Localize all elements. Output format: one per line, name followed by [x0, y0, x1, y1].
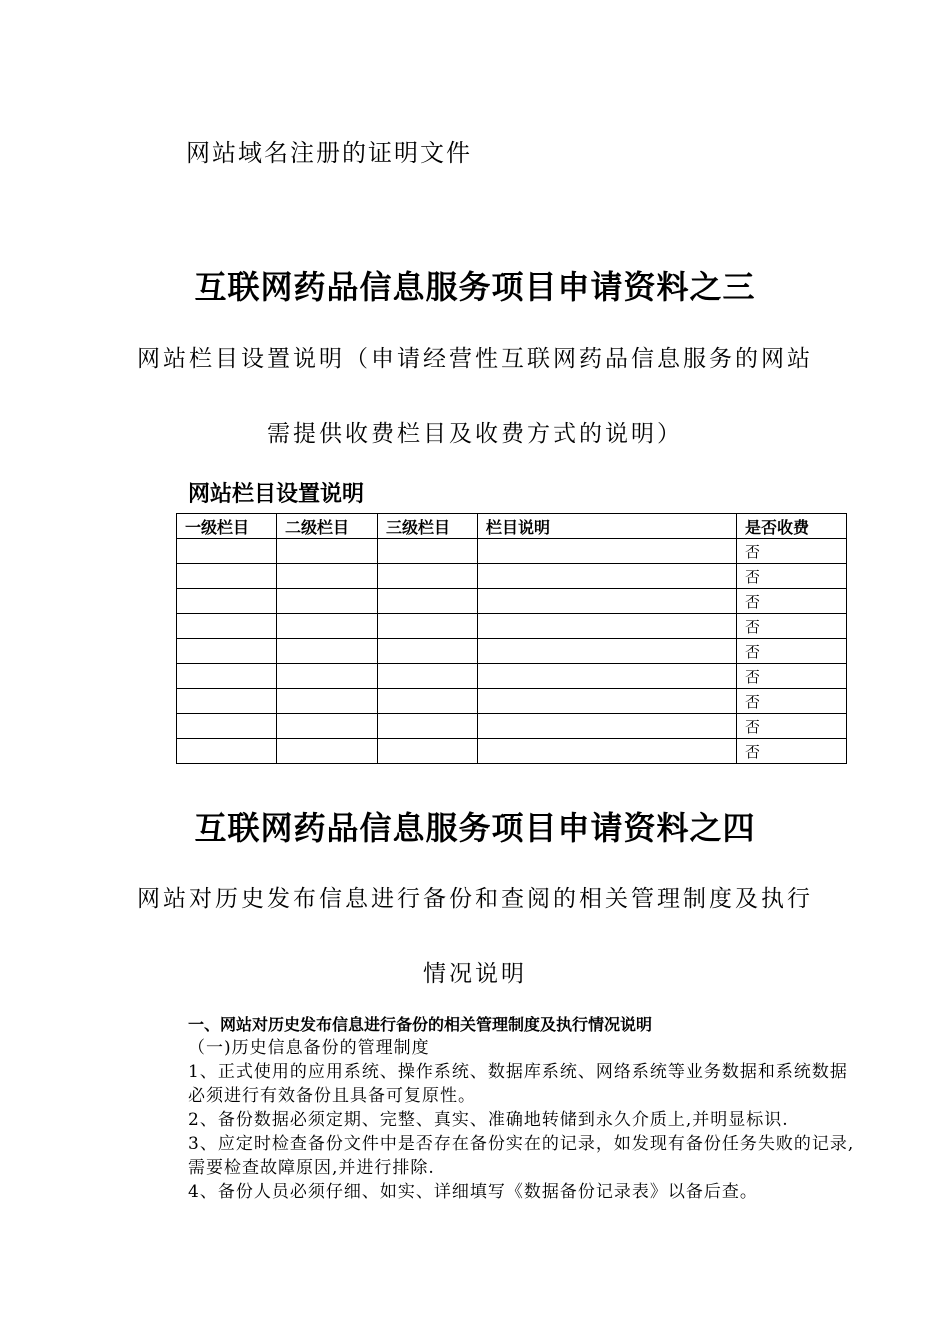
fee-cell: 否 — [737, 739, 847, 764]
table-row — [177, 589, 847, 614]
fee-cell: 否 — [737, 614, 847, 639]
table-row — [177, 714, 847, 739]
list-item: 1、正式使用的应用系统、操作系统、数据库系统、网络系统等业务数据和系统数据必须进行有效备份且具备可复原性。 — [188, 1062, 848, 1106]
fee-cell: 否 — [737, 539, 847, 564]
subheading-1: （一)历史信息备份的管理制度 — [188, 1038, 430, 1058]
section-title: 网站栏目设置说明 — [188, 481, 365, 507]
header-description: 栏目说明 — [478, 514, 737, 539]
column-settings-table — [176, 513, 847, 764]
part4-subtitle-line1: 网站对历史发布信息进行备份和查阅的相关管理制度及执行 — [137, 886, 813, 912]
fee-cell: 否 — [737, 589, 847, 614]
list-item: 4、备份人员必须仔细、如实、详细填写《数据备份记录表》以备后查。 — [188, 1182, 758, 1202]
table-row — [177, 689, 847, 714]
heading-1: 一、网站对历史发布信息进行备份的相关管理制度及执行情况说明 — [188, 1015, 653, 1034]
part4-title: 互联网药品信息服务项目申请资料之四 — [194, 809, 756, 847]
table-row — [177, 539, 847, 564]
fee-cell: 否 — [737, 564, 847, 589]
list-item: 3、应定时检查备份文件中是否存在备份实在的记录，如发现有备份任务失败的记录,需要检查故障原因,并进行排除. — [188, 1134, 855, 1178]
table-row — [177, 614, 847, 639]
intro-text: 网站域名注册的证明文件 — [186, 139, 472, 167]
fee-cell: 否 — [737, 639, 847, 664]
list-item: 2、备份数据必须定期、完整、真实、准确地转储到永久介质上,并明显标识. — [188, 1110, 789, 1130]
part3-title: 互联网药品信息服务项目申请资料之三 — [194, 268, 756, 306]
fee-cell: 否 — [737, 689, 847, 714]
header-level1: 一级栏目 — [177, 514, 277, 539]
table-row — [177, 564, 847, 589]
table-row — [177, 664, 847, 689]
header-level3: 三级栏目 — [378, 514, 478, 539]
table-row — [177, 639, 847, 664]
part3-subtitle-line2: 需提供收费栏目及收费方式的说明） — [267, 421, 683, 447]
fee-cell: 否 — [737, 664, 847, 689]
header-level2: 二级栏目 — [277, 514, 378, 539]
part4-subtitle-line2: 情况说明 — [423, 961, 527, 987]
table-header-row — [177, 514, 847, 539]
part3-subtitle-line1: 网站栏目设置说明（申请经营性互联网药品信息服务的网站 — [137, 346, 813, 372]
table-row — [177, 739, 847, 764]
fee-cell: 否 — [737, 714, 847, 739]
header-fee: 是否收费 — [737, 514, 847, 539]
